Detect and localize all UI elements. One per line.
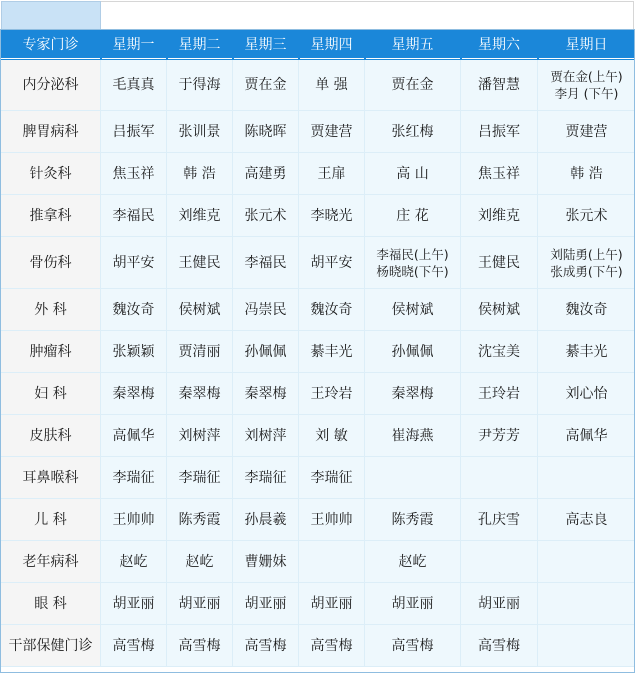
- doctor-cell[interactable]: [167, 415, 233, 457]
- doctor-cell[interactable]: [538, 583, 635, 625]
- doctor-cell[interactable]: [233, 153, 299, 195]
- doctor-name: 刘树萍: [178, 427, 221, 444]
- doctor-cell[interactable]: [167, 237, 233, 289]
- doctor-cell[interactable]: [365, 541, 461, 583]
- doctor-cell[interactable]: [538, 59, 635, 111]
- department-cell[interactable]: 妇 科: [1, 373, 101, 415]
- doctor-name: 刘陆勇(上午): [550, 246, 623, 262]
- department-cell[interactable]: 老年病科: [1, 541, 101, 583]
- doctor-name: 魏汝奇: [112, 301, 155, 318]
- doctor-cell[interactable]: [167, 583, 233, 625]
- header-weekday[interactable]: 星期三: [233, 31, 299, 59]
- doctor-cell[interactable]: [233, 195, 299, 237]
- doctor-name: 刘 敏: [315, 427, 348, 444]
- doctor-name: 侯树斌: [391, 301, 434, 318]
- doctor-cell[interactable]: [299, 625, 365, 667]
- doctor-name: 胡亚丽: [178, 595, 221, 612]
- doctor-name: 高志良: [565, 511, 608, 528]
- doctor-cell[interactable]: [538, 289, 635, 331]
- department-cell[interactable]: 外 科: [1, 289, 101, 331]
- table-row: [1, 237, 635, 289]
- doctor-cell[interactable]: [233, 499, 299, 541]
- doctor-cell[interactable]: [538, 373, 635, 415]
- sheet-top-bar: [0, 0, 635, 30]
- header-weekday[interactable]: 星期六: [461, 31, 538, 59]
- doctor-cell[interactable]: [538, 415, 635, 457]
- doctor-cell[interactable]: [461, 289, 538, 331]
- doctor-name: 王健民: [178, 254, 221, 271]
- doctor-name: 李瑞征: [310, 469, 353, 486]
- doctor-name: 杨晓晓(下午): [376, 263, 449, 279]
- department-cell[interactable]: 内分泌科: [1, 59, 101, 111]
- header-weekday[interactable]: 星期五: [365, 31, 461, 59]
- doctor-name: 王帅帅: [112, 511, 155, 528]
- department-cell[interactable]: 骨伤科: [1, 237, 101, 289]
- doctor-name: 单 强: [315, 76, 348, 93]
- doctor-name: 陈晓晖: [244, 123, 287, 140]
- table-body: [1, 59, 635, 667]
- header-row: [1, 31, 635, 59]
- doctor-name: 綦丰光: [565, 343, 608, 360]
- department-cell[interactable]: 皮肤科: [1, 415, 101, 457]
- doctor-name: 焦玉祥: [478, 165, 520, 182]
- doctor-name: 高雪梅: [310, 637, 353, 654]
- doctor-name: 高佩华: [112, 427, 155, 444]
- doctor-name: 高 山: [396, 165, 429, 182]
- doctor-cell[interactable]: [299, 289, 365, 331]
- doctor-cell[interactable]: [299, 373, 365, 415]
- doctor-cell[interactable]: [233, 541, 299, 583]
- header-weekday[interactable]: 星期二: [167, 31, 233, 59]
- doctor-cell[interactable]: [365, 457, 461, 499]
- doctor-name: 高佩华: [565, 427, 608, 444]
- doctor-name: 李瑞征: [178, 469, 221, 486]
- doctor-name: 于得海: [178, 76, 221, 93]
- doctor-cell[interactable]: [101, 583, 167, 625]
- doctor-cell[interactable]: [101, 289, 167, 331]
- doctor-cell[interactable]: [365, 625, 461, 667]
- doctor-name: 孔庆雪: [478, 511, 520, 528]
- doctor-cell[interactable]: [101, 331, 167, 373]
- doctor-name: 秦翠梅: [178, 385, 221, 402]
- doctor-cell[interactable]: [365, 583, 461, 625]
- doctor-cell[interactable]: [167, 331, 233, 373]
- doctor-name: 胡亚丽: [112, 595, 155, 612]
- doctor-cell[interactable]: [299, 499, 365, 541]
- doctor-name: 李瑞征: [112, 469, 155, 486]
- doctor-cell[interactable]: [461, 373, 538, 415]
- doctor-cell[interactable]: [233, 373, 299, 415]
- doctor-name: 刘维克: [478, 207, 520, 224]
- doctor-name: 张元术: [565, 207, 608, 224]
- doctor-name: 侯树斌: [478, 301, 520, 318]
- doctor-cell[interactable]: [365, 331, 461, 373]
- doctor-cell[interactable]: [365, 195, 461, 237]
- doctor-cell[interactable]: [299, 331, 365, 373]
- table-row: [1, 153, 635, 195]
- doctor-name: 庄 花: [396, 207, 429, 224]
- doctor-cell[interactable]: [299, 457, 365, 499]
- doctor-name: 贾建营: [565, 123, 608, 140]
- doctor-cell[interactable]: [299, 111, 365, 153]
- doctor-name: 吕振军: [112, 123, 155, 140]
- doctor-name: 李晓光: [310, 207, 353, 224]
- doctor-cell[interactable]: [167, 499, 233, 541]
- doctor-cell[interactable]: [365, 111, 461, 153]
- doctor-cell[interactable]: [365, 289, 461, 331]
- doctor-cell[interactable]: [461, 499, 538, 541]
- doctor-name: 李福民(上午): [376, 246, 449, 262]
- doctor-name: 沈宝美: [478, 343, 520, 360]
- doctor-name: 贾清丽: [178, 343, 221, 360]
- doctor-cell[interactable]: [461, 237, 538, 289]
- doctor-cell[interactable]: [365, 415, 461, 457]
- doctor-cell[interactable]: [461, 583, 538, 625]
- doctor-cell[interactable]: [299, 195, 365, 237]
- doctor-cell[interactable]: [365, 59, 461, 111]
- table-row: [1, 331, 635, 373]
- doctor-cell[interactable]: [461, 415, 538, 457]
- doctor-cell[interactable]: [101, 499, 167, 541]
- table-row: [1, 583, 635, 625]
- doctor-name: 王扉: [317, 165, 346, 182]
- doctor-name: 陈秀霞: [391, 511, 434, 528]
- department-cell[interactable]: 干部保健门诊: [1, 625, 101, 667]
- doctor-cell[interactable]: [101, 153, 167, 195]
- doctor-name: 曹姗妹: [244, 553, 287, 570]
- doctor-cell[interactable]: [365, 499, 461, 541]
- doctor-cell[interactable]: [461, 153, 538, 195]
- doctor-cell[interactable]: [299, 415, 365, 457]
- doctor-name: 王帅帅: [310, 511, 353, 528]
- doctor-cell[interactable]: [233, 289, 299, 331]
- doctor-name: 刘树萍: [244, 427, 287, 444]
- doctor-cell[interactable]: [167, 153, 233, 195]
- doctor-cell[interactable]: [365, 237, 461, 289]
- doctor-name: 高雪梅: [391, 637, 434, 654]
- doctor-cell[interactable]: [538, 153, 635, 195]
- doctor-cell[interactable]: [233, 111, 299, 153]
- doctor-cell[interactable]: [233, 583, 299, 625]
- table-row: [1, 625, 635, 667]
- doctor-name: 孙佩佩: [244, 343, 287, 360]
- doctor-cell[interactable]: [101, 237, 167, 289]
- doctor-name: 孙佩佩: [391, 343, 434, 360]
- doctor-name: 崔海燕: [391, 427, 434, 444]
- doctor-cell[interactable]: [167, 111, 233, 153]
- doctor-cell[interactable]: [233, 415, 299, 457]
- doctor-name: 刘心怡: [565, 385, 608, 402]
- doctor-name: 高雪梅: [478, 637, 520, 654]
- doctor-cell[interactable]: [233, 457, 299, 499]
- header-weekday[interactable]: 星期日: [538, 31, 635, 59]
- doctor-name: 高雪梅: [244, 637, 287, 654]
- doctor-cell[interactable]: [233, 625, 299, 667]
- doctor-cell[interactable]: [538, 111, 635, 153]
- department-cell[interactable]: 耳鼻喉科: [1, 457, 101, 499]
- doctor-cell[interactable]: [538, 195, 635, 237]
- doctor-cell[interactable]: [167, 457, 233, 499]
- doctor-cell[interactable]: [365, 373, 461, 415]
- doctor-name: 韩 浩: [570, 165, 603, 182]
- doctor-cell[interactable]: [538, 457, 635, 499]
- department-cell[interactable]: 儿 科: [1, 499, 101, 541]
- doctor-cell[interactable]: [101, 59, 167, 111]
- doctor-cell[interactable]: [461, 625, 538, 667]
- expert-clinic-schedule-table: [0, 30, 635, 667]
- selected-cell[interactable]: [1, 1, 101, 30]
- doctor-name: 刘维克: [178, 207, 221, 224]
- doctor-cell[interactable]: [167, 541, 233, 583]
- doctor-cell[interactable]: [167, 289, 233, 331]
- doctor-name: 秦翠梅: [244, 385, 287, 402]
- doctor-name: 张训景: [178, 123, 221, 140]
- header-weekday[interactable]: 星期一: [101, 31, 167, 59]
- doctor-name: 张元术: [244, 207, 287, 224]
- doctor-cell[interactable]: [167, 625, 233, 667]
- doctor-name: 赵屹: [119, 553, 148, 570]
- table-row: [1, 499, 635, 541]
- doctor-name: 胡平安: [310, 254, 353, 271]
- department-cell[interactable]: 肿瘤科: [1, 331, 101, 373]
- doctor-cell[interactable]: [461, 195, 538, 237]
- doctor-cell[interactable]: [101, 195, 167, 237]
- doctor-name: 张红梅: [391, 123, 434, 140]
- doctor-cell[interactable]: [299, 153, 365, 195]
- doctor-name: 贾在金: [391, 76, 434, 93]
- doctor-cell[interactable]: [167, 195, 233, 237]
- doctor-name: 张成勇(下午): [550, 263, 623, 279]
- doctor-cell[interactable]: [461, 457, 538, 499]
- table-row: [1, 111, 635, 153]
- table-row: [1, 415, 635, 457]
- doctor-cell[interactable]: [461, 331, 538, 373]
- doctor-name: 吕振军: [478, 123, 520, 140]
- doctor-cell[interactable]: [461, 111, 538, 153]
- doctor-cell[interactable]: [233, 237, 299, 289]
- doctor-name: 冯崇民: [244, 301, 287, 318]
- doctor-cell[interactable]: [101, 541, 167, 583]
- doctor-cell[interactable]: [101, 373, 167, 415]
- table-row: [1, 373, 635, 415]
- doctor-cell[interactable]: [167, 59, 233, 111]
- doctor-cell[interactable]: [538, 541, 635, 583]
- doctor-name: 赵屹: [398, 553, 427, 570]
- doctor-name: 潘智慧: [478, 76, 520, 93]
- doctor-name: 高雪梅: [178, 637, 221, 654]
- department-cell[interactable]: 针灸科: [1, 153, 101, 195]
- doctor-name: 王健民: [478, 254, 520, 271]
- doctor-name: 韩 浩: [183, 165, 216, 182]
- doctor-cell[interactable]: [299, 583, 365, 625]
- doctor-name: 孙晨羲: [244, 511, 287, 528]
- doctor-name: 李瑞征: [244, 469, 287, 486]
- doctor-name: 胡亚丽: [310, 595, 353, 612]
- doctor-cell[interactable]: [538, 499, 635, 541]
- doctor-cell[interactable]: [365, 153, 461, 195]
- table-row: [1, 541, 635, 583]
- doctor-name: 胡亚丽: [244, 595, 287, 612]
- doctor-name: 胡平安: [112, 254, 155, 271]
- doctor-name: 毛真真: [112, 76, 155, 93]
- doctor-name: 张颖颖: [112, 343, 155, 360]
- doctor-name: 王玲岩: [310, 385, 353, 402]
- doctor-name: 胡亚丽: [391, 595, 434, 612]
- department-cell[interactable]: 眼 科: [1, 583, 101, 625]
- doctor-name: 綦丰光: [310, 343, 353, 360]
- doctor-name: 秦翠梅: [391, 385, 434, 402]
- doctor-name: 秦翠梅: [112, 385, 155, 402]
- doctor-name: 魏汝奇: [565, 301, 608, 318]
- doctor-cell[interactable]: [299, 541, 365, 583]
- doctor-name: 贾建营: [310, 123, 353, 140]
- doctor-cell[interactable]: [233, 59, 299, 111]
- header-weekday[interactable]: 星期四: [299, 31, 365, 59]
- doctor-cell[interactable]: [101, 111, 167, 153]
- doctor-cell[interactable]: [538, 625, 635, 667]
- doctor-cell[interactable]: [538, 331, 635, 373]
- doctor-name: 李福民: [244, 254, 287, 271]
- empty-cell[interactable]: [101, 1, 634, 30]
- doctor-name: 高建勇: [244, 165, 287, 182]
- doctor-name: 侯树斌: [178, 301, 221, 318]
- doctor-cell[interactable]: [299, 237, 365, 289]
- table-row: [1, 59, 635, 111]
- doctor-name: 胡亚丽: [478, 595, 520, 612]
- doctor-name: 魏汝奇: [310, 301, 353, 318]
- doctor-name: 贾在金(上午): [550, 68, 623, 84]
- table-row: [1, 195, 635, 237]
- doctor-name: 王玲岩: [478, 385, 520, 402]
- header-expert-clinic[interactable]: 专家门诊: [1, 31, 101, 59]
- doctor-cell[interactable]: [233, 331, 299, 373]
- doctor-cell[interactable]: [167, 373, 233, 415]
- table-row: [1, 457, 635, 499]
- doctor-cell[interactable]: [461, 541, 538, 583]
- department-cell[interactable]: 推拿科: [1, 195, 101, 237]
- department-cell[interactable]: 脾胃病科: [1, 111, 101, 153]
- doctor-name: 李福民: [112, 207, 155, 224]
- table-row: [1, 289, 635, 331]
- doctor-cell[interactable]: [538, 237, 635, 289]
- doctor-name: 李月 (下午): [554, 85, 619, 101]
- doctor-name: 赵屹: [185, 553, 214, 570]
- doctor-name: 陈秀霞: [178, 511, 221, 528]
- doctor-cell[interactable]: [299, 59, 365, 111]
- doctor-cell[interactable]: [101, 625, 167, 667]
- doctor-cell[interactable]: [101, 457, 167, 499]
- doctor-name: 高雪梅: [112, 637, 155, 654]
- doctor-name: 焦玉祥: [112, 165, 155, 182]
- doctor-cell[interactable]: [461, 59, 538, 111]
- doctor-name: 贾在金: [244, 76, 287, 93]
- doctor-name: 尹芳芳: [478, 427, 520, 444]
- doctor-cell[interactable]: [101, 415, 167, 457]
